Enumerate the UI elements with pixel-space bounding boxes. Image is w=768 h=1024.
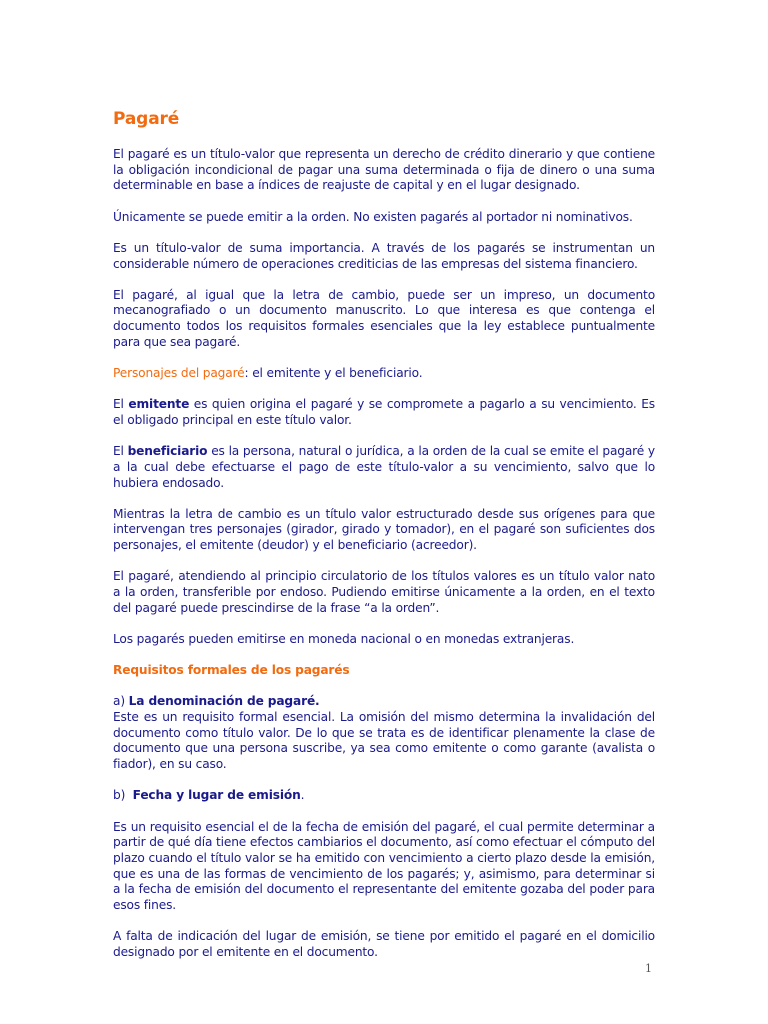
beneficiario-prefix: El [113, 444, 128, 459]
beneficiario-text: es la persona, natural o jurídica, a la orden de la cual se emite el pagaré y a la cual debe efectuarse el pago de este título-valor a su vencimiento, salvo que lo hubiera endosado. [113, 444, 655, 490]
requisito-b-period: . [300, 788, 305, 803]
emitente-term: emitente [128, 397, 190, 412]
paragraph-emitente [113, 397, 655, 428]
personajes-text: : el emitente y el beneficiario. [244, 366, 423, 381]
paragraph-importance: Es un título-valor de suma importancia. A través de los pagarés se instrumentan un considerable número de operaciones crediticias de las empresas del sistema financiero. [113, 240, 655, 271]
paragraph-currency: Los pagarés pueden emitirse en moneda nacional o en monedas extranjeras. [113, 631, 575, 646]
emitente-prefix: El [113, 397, 129, 412]
requisito-b-heading: Fecha y lugar de emisión [132, 788, 301, 803]
document-body [113, 108, 655, 976]
paragraph-beneficiario [113, 444, 655, 491]
requisito-a-heading: La denominación de pagaré. [128, 694, 320, 709]
page-number: 1 [645, 962, 652, 975]
requisito-b-paragraph-fecha: Es un requisito esencial el de la fecha de emisión del pagaré, el cual permite determinar a partir de qué día tiene efectos cambiarios el documento, así como efectuar el cómputo del plazo cuando el título valor se ha emitido con vencimiento a cierto plazo desde la emisión, que es una de las formas de vencimiento de los pagarés; y, asimismo, para determinar si a la fecha de emisión del documento el representante del emitente gozaba del poder para esos fines. [113, 819, 655, 913]
requisito-b-heading-line [113, 788, 655, 804]
section-heading-requisitos: Requisitos formales de los pagarés [113, 663, 350, 678]
requisito-a-marker: a) [113, 694, 129, 709]
requisito-b-paragraph-lugar: A falta de indicación del lugar de emisión, se tiene por emitido el pagaré en el domicilio designado por el emitente en el documento. [113, 929, 655, 960]
personajes-label: Personajes del pagaré [113, 366, 245, 381]
paragraph-circulation: El pagaré, atendiendo al principio circulatorio de los títulos valores es un título valor nato a la orden, transferible por endoso. Pudiendo emitirse únicamente a la orden, en el texto del pagaré puede prescindirse de la frase “a la orden”. [113, 569, 655, 615]
paragraph-personajes [113, 366, 655, 382]
paragraph-emission-order: Únicamente se puede emitir a la orden. No existen pagarés al portador ni nominativos. [113, 209, 633, 224]
beneficiario-term: beneficiario [127, 444, 208, 459]
paragraph-definition: El pagaré es un título-valor que representa un derecho de crédito dinerario y que contiene la obligación incondicional de pagar una suma determinada o fija de dinero o una suma determinable en base a índices de reajuste de capital y en el lugar designado. [113, 147, 655, 193]
requisito-b-marker: b) [113, 788, 133, 803]
requisito-a-text: Este es un requisito formal esencial. La omisión del mismo determina la invalidación del documento como título valor. De lo que se trata es de identificar plenamente la clase de documento que una persona suscribe, ya sea como emitente o como garante (avalista o fiador), en su caso. [113, 710, 655, 772]
paragraph-comparison: Mientras la letra de cambio es un título valor estructurado desde sus orígenes para que intervengan tres personajes (girador, girado y tomador), en el pagaré son suficientes dos personajes, el emitente (deudor) y el beneficiario (acreedor). [113, 506, 655, 553]
page-title: Pagaré [113, 109, 180, 129]
emitente-text: es quien origina el pagaré y se compromete a pagarlo a su vencimiento. Es el obligado principal en este título valor. [113, 397, 656, 427]
paragraph-format: El pagaré, al igual que la letra de cambio, puede ser un impreso, un documento mecanografiado o un documento manuscrito. Lo que interesa es que contenga el documento todos los requisitos formales esenciales que la ley establece puntualmente para que sea pagaré. [113, 287, 655, 349]
requisito-a [113, 694, 655, 773]
